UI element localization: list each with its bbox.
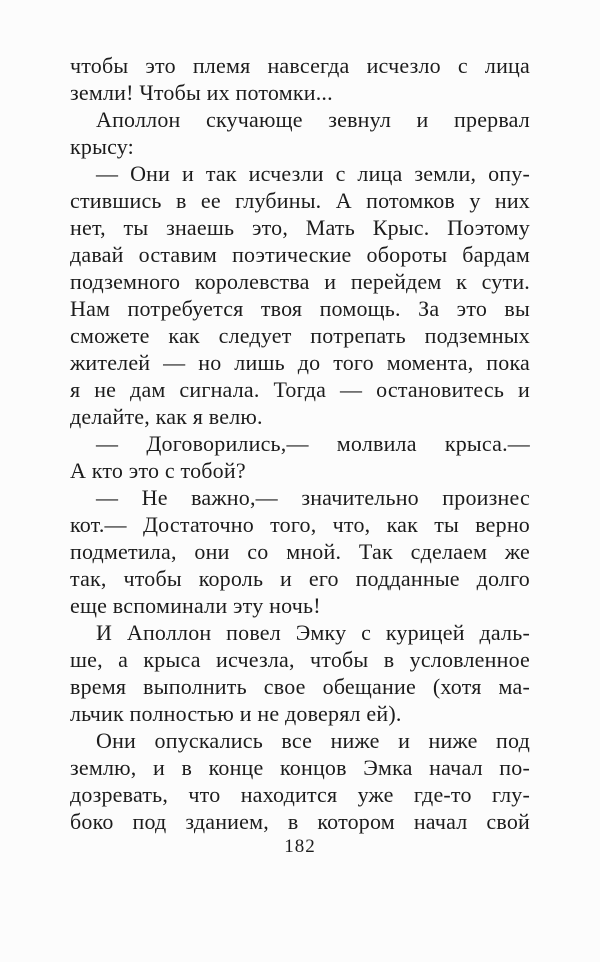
text-line: кот.— Достаточно того, что, как ты верно <box>70 512 530 537</box>
text-line: стившись в ее глубины. А потомков у них <box>70 188 530 213</box>
text-line: время выполнить свое обещание (хотя ма- <box>70 674 530 699</box>
text-line: я не дам сигнала. Тогда — остановитесь и <box>70 377 530 402</box>
text-line: так, чтобы король и его подданные долго <box>70 566 530 591</box>
text-block <box>70 52 530 835</box>
text-line: делайте, как я велю. <box>70 404 263 429</box>
text-line: А кто это с тобой? <box>70 458 246 483</box>
text-line: крысу: <box>70 134 134 159</box>
text-line: еще вспоминали эту ночь! <box>70 593 321 618</box>
text-line: — Не важно,— значительно произнес <box>96 485 530 510</box>
text-line: боко под зданием, в котором начал свой <box>70 809 530 834</box>
text-line: чтобы это племя навсегда исчезло с лица <box>70 53 530 78</box>
text-line: Они опускались все ниже и ниже под <box>96 728 530 753</box>
text-line: — Они и так исчезли с лица земли, опу- <box>96 161 530 186</box>
text-line: сможете как следует потрепать подземных <box>70 323 530 348</box>
text-line: Аполлон скучающе зевнул и прервал <box>96 107 530 132</box>
text-line: землю, и в конце концов Эмка начал по- <box>70 755 530 780</box>
text-line: жителей — но лишь до того момента, пока <box>70 350 530 375</box>
text-line: И Аполлон повел Эмку с курицей даль- <box>96 620 530 645</box>
text-line: подземного королевства и перейдем к сути. <box>70 269 530 294</box>
text-line: ше, а крыса исчезла, чтобы в условленное <box>70 647 530 672</box>
text-line: дозревать, что находится уже где-то глу- <box>70 782 530 807</box>
text-line: Нам потребуется твоя помощь. За это вы <box>70 296 530 321</box>
text-line: — Договорились,— молвила крыса.— <box>96 431 530 456</box>
page-number: 182 <box>284 836 316 857</box>
text-line: земли! Чтобы их потомки... <box>70 80 333 105</box>
text-line: подметила, они со мной. Так сделаем же <box>70 539 530 564</box>
text-line: давай оставим поэтические обороты бардам <box>70 242 530 267</box>
text-line: льчик полностью и не доверял ей). <box>70 701 402 726</box>
text-line: нет, ты знаешь это, Мать Крыс. Поэтому <box>70 215 530 240</box>
